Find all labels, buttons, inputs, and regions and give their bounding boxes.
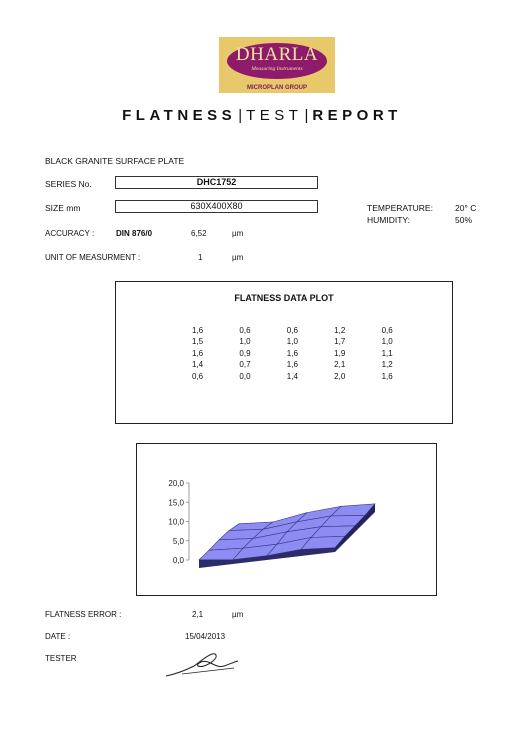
humidity-value: 50%	[455, 215, 473, 225]
signature-underline	[182, 668, 234, 674]
z-tick-label: 20,0	[168, 479, 184, 488]
plot-cell: 1,5	[192, 337, 204, 347]
size-field: 630X400X80	[115, 200, 318, 213]
temperature-value: 20° C	[455, 203, 477, 213]
size-label: SIZE mm	[45, 203, 81, 213]
date-value: 15/04/2013	[185, 632, 226, 641]
z-tick-label: 10,0	[168, 517, 184, 527]
company-logo	[219, 37, 335, 93]
plot-cell: 1,6	[381, 371, 393, 381]
z-tick-label: 15,0	[168, 498, 184, 508]
z-tick-label: 0,0	[172, 556, 184, 565]
title-part-3: REPORT	[312, 107, 402, 124]
series-label: SERIES No.	[45, 179, 92, 189]
surface-chart-canvas	[137, 444, 435, 594]
plot-cell: 1,4	[192, 360, 204, 370]
product-name: BLACK GRANITE SURFACE PLATE	[45, 156, 185, 166]
plot-cell: 1,6	[286, 360, 298, 370]
plot-row	[192, 325, 429, 336]
plot-cell: 0,0	[239, 371, 251, 381]
plot-cell: 1,2	[381, 360, 393, 370]
plot-cell: 1,7	[334, 337, 346, 347]
flatness-error-value: 2,1	[192, 610, 204, 619]
surface-mesh	[199, 504, 375, 568]
unit-value: 1	[198, 253, 203, 262]
logo-group: MICROPLAN GROUP	[247, 85, 307, 91]
title-separator: |	[304, 107, 311, 124]
plot-cell: 1,2	[334, 326, 346, 335]
plot-cell: 0,6	[192, 371, 204, 381]
title-separator: |	[238, 107, 245, 124]
humidity-label: HUMIDITY:	[367, 215, 410, 225]
surface-chart	[136, 443, 437, 596]
plot-cell: 1,0	[239, 337, 251, 347]
accuracy-label: ACCURACY :	[45, 229, 95, 238]
accuracy-value: 6,52	[191, 229, 207, 238]
plot-cell: 2,0	[334, 371, 346, 381]
plot-cell: 1,0	[381, 337, 393, 347]
plot-cell: 1,6	[286, 348, 298, 358]
plot-row	[192, 359, 429, 370]
temperature-label: TEMPERATURE:	[367, 203, 433, 213]
logo-subtitle: Measuring Instruments	[251, 66, 303, 72]
flatness-data-plot	[115, 281, 453, 424]
plot-cell: 0,6	[381, 326, 393, 335]
accuracy-unit: µm	[232, 229, 244, 238]
plot-cell: 1,0	[286, 337, 298, 347]
plot-cell: 2,1	[334, 360, 346, 370]
plot-cell: 0,6	[286, 326, 298, 335]
title-part-1: FLATNESS	[122, 107, 237, 124]
plot-row	[192, 371, 429, 382]
z-tick-label: 5,0	[172, 536, 184, 546]
unit-unit: µm	[232, 253, 244, 262]
flatness-error-label: FLATNESS ERROR :	[45, 610, 122, 619]
plot-cell: 1,4	[286, 371, 298, 381]
plot-cell: 0,6	[239, 326, 251, 335]
plot-row	[192, 348, 429, 359]
plot-cell: 1,6	[192, 326, 204, 335]
plot-row	[192, 336, 429, 347]
title-part-2: TEST	[246, 107, 303, 124]
plot-cell: 1,6	[192, 348, 204, 358]
logo-name: DHARLA	[235, 44, 319, 65]
report-title	[0, 107, 524, 124]
plot-cell: 0,7	[239, 360, 251, 370]
plot-cell: 1,9	[334, 348, 346, 358]
unit-label: UNIT OF MEASURMENT :	[45, 253, 141, 262]
series-field: DHC1752	[115, 176, 318, 189]
accuracy-standard: DIN 876/0	[116, 229, 153, 238]
plot-grid	[192, 325, 429, 382]
tester-label: TESTER	[45, 654, 77, 663]
signature-stroke	[166, 654, 238, 676]
flatness-error-unit: µm	[232, 610, 244, 619]
z-axis	[168, 479, 189, 565]
plot-cell: 0,9	[239, 348, 251, 358]
plot-title: FLATNESS DATA PLOT	[234, 293, 334, 303]
tester-signature	[162, 646, 242, 680]
plot-cell: 1,1	[381, 348, 393, 358]
date-label: DATE :	[45, 632, 71, 641]
